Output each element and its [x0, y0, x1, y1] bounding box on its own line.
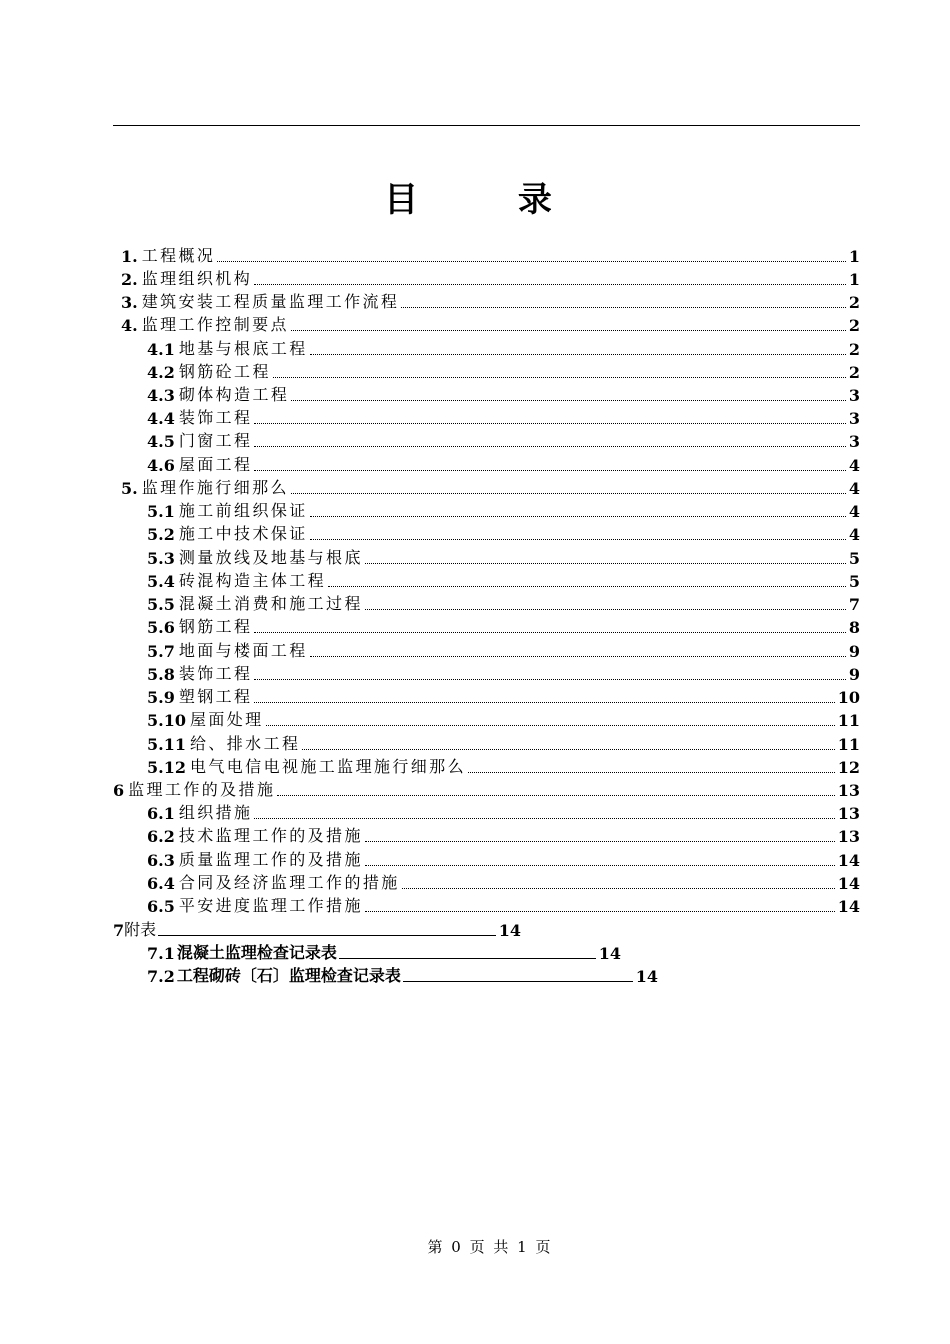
- toc-entry[interactable]: [147, 336, 860, 359]
- toc-entry-page: 12: [837, 758, 860, 777]
- toc-entry-title: 砌体构造工程: [178, 385, 290, 404]
- toc-leader: [291, 492, 846, 494]
- toc-entry[interactable]: [147, 800, 860, 823]
- toc-entry-title: 施工中技术保证: [178, 524, 308, 543]
- toc-leader: [310, 515, 846, 517]
- toc-entry-title: 砖混构造主体工程: [178, 571, 327, 590]
- toc-entry-number: 4.3: [147, 386, 175, 405]
- toc-entry-title: 施工前组织保证: [178, 501, 308, 520]
- toc-entry-page: 5: [848, 549, 860, 568]
- toc-entry-title: 装饰工程: [178, 664, 253, 683]
- toc-entry-number: 4.: [121, 316, 138, 335]
- toc-entry-page: 2: [848, 316, 860, 335]
- toc-entry-page: 13: [837, 804, 860, 823]
- toc-entry-page: 3: [848, 386, 860, 405]
- toc-entry-number: 6.5: [147, 897, 175, 916]
- toc-entry-title: 建筑安装工程质量监理工作流程: [141, 292, 400, 311]
- toc-entry-number: 2.: [121, 270, 138, 289]
- toc-entry-title: 附表: [124, 920, 157, 939]
- toc-entry-page: 2: [848, 363, 860, 382]
- toc-leader: [254, 817, 834, 819]
- toc-leader: [365, 840, 835, 842]
- toc-entry-title: 监理工作的及措施: [128, 780, 276, 799]
- toc-entry-page: 13: [837, 827, 860, 846]
- toc-entry-page: 1: [848, 247, 860, 266]
- toc-entry-number: 6.2: [147, 827, 175, 846]
- toc-leader: [266, 724, 835, 726]
- toc-entry-title: 监理作施行细那么: [141, 478, 289, 497]
- toc-entry-number: 5.4: [147, 572, 175, 591]
- toc-entry-page: 5: [848, 572, 860, 591]
- toc-entry[interactable]: [147, 405, 860, 428]
- toc-entry-page: 14: [837, 851, 860, 870]
- toc-entry-number: 5.7: [147, 642, 175, 661]
- toc-leader: [365, 910, 835, 912]
- toc-leader: [468, 771, 835, 773]
- toc-leader: [277, 794, 834, 796]
- toc-entry-number: 6.4: [147, 874, 175, 893]
- toc-entry-number: 7: [113, 921, 125, 940]
- toc-entry-title: 监理工作控制要点: [141, 315, 289, 334]
- toc-entry-title: 工程砌砖〔石〕监理检查记录表: [176, 966, 401, 985]
- toc-entry-page: 1: [848, 270, 860, 289]
- toc-entry-page: 14: [598, 944, 621, 963]
- toc-entry[interactable]: [147, 545, 860, 568]
- page-title: 目 录: [384, 180, 596, 220]
- toc-entry-page: 3: [848, 432, 860, 451]
- toc-entry-page: 11: [837, 735, 860, 754]
- toc-entry-page: 7: [848, 595, 860, 614]
- toc-leader: [339, 957, 596, 959]
- toc-leader: [402, 887, 835, 889]
- toc-entry-title: 监理组织机构: [141, 269, 253, 288]
- toc-entry-title: 装饰工程: [178, 408, 253, 427]
- toc-leader: [310, 655, 846, 657]
- toc-entry-title: 门窗工程: [178, 431, 253, 450]
- toc-entry[interactable]: [147, 684, 860, 707]
- toc-entry[interactable]: [147, 870, 860, 893]
- toc-entry-page: 3: [848, 409, 860, 428]
- toc-leader: [403, 980, 633, 982]
- toc-entry-number: 5.3: [147, 549, 175, 568]
- toc-entry-page: 14: [635, 967, 658, 986]
- toc-entry-number: 4.1: [147, 340, 175, 359]
- toc-entry[interactable]: [147, 707, 860, 730]
- toc-leader: [310, 538, 846, 540]
- toc-entry[interactable]: [121, 289, 860, 312]
- toc-leader: [310, 353, 846, 355]
- toc-entry-number: 4.5: [147, 432, 175, 451]
- toc-entry-number: 4.6: [147, 456, 175, 475]
- toc-entry-title: 地面与楼面工程: [178, 641, 308, 660]
- toc-entry-title: 钢筋砼工程: [178, 362, 271, 381]
- toc-entry-page: 8: [848, 618, 860, 637]
- toc-entry-title: 给、排水工程: [189, 734, 301, 753]
- toc-entry[interactable]: [147, 359, 860, 382]
- toc-entry-number: 1.: [121, 247, 138, 266]
- toc-entry-title: 混凝土监理检查记录表: [176, 943, 337, 962]
- toc-entry[interactable]: [121, 475, 860, 498]
- toc-entry-number: 5.: [121, 479, 138, 498]
- toc-entry-number: 6.1: [147, 804, 175, 823]
- toc-entry[interactable]: [147, 638, 860, 661]
- toc-leader: [273, 376, 846, 378]
- toc-entry[interactable]: [147, 963, 658, 986]
- toc-entry-number: 5.5: [147, 595, 175, 614]
- toc-leader: [302, 748, 834, 750]
- toc-entry[interactable]: [147, 591, 860, 614]
- toc-entry[interactable]: [147, 731, 860, 754]
- toc-entry-number: 7.1: [147, 944, 175, 963]
- toc-leader: [217, 260, 846, 262]
- toc-leader: [328, 585, 846, 587]
- page-footer: 第 0 页 共 1 页: [427, 1238, 553, 1256]
- toc-entry-number: 5.10: [147, 711, 186, 730]
- toc-entry-title: 测量放线及地基与根底: [178, 548, 363, 567]
- toc-entry-title: 屋面处理: [189, 710, 264, 729]
- toc-entry-number: 5.8: [147, 665, 175, 684]
- toc-entry-page: 4: [848, 479, 860, 498]
- toc-entry-number: 5.6: [147, 618, 175, 637]
- toc-leader: [365, 864, 835, 866]
- toc-entry-page: 2: [848, 293, 860, 312]
- toc-entry[interactable]: [147, 452, 860, 475]
- toc-leader: [401, 306, 846, 308]
- toc-leader: [158, 934, 496, 936]
- toc-entry-page: 9: [848, 665, 860, 684]
- toc-entry-number: 6: [113, 781, 125, 800]
- toc-entry-title: 塑钢工程: [178, 687, 253, 706]
- toc-entry-title: 合同及经济监理工作的措施: [178, 873, 400, 892]
- toc-entry[interactable]: [113, 777, 860, 800]
- toc-entry[interactable]: [147, 498, 860, 521]
- toc-entry-number: 4.2: [147, 363, 175, 382]
- toc-entry-number: 5.9: [147, 688, 175, 707]
- toc-leader: [254, 422, 845, 424]
- toc-entry-number: 5.12: [147, 758, 186, 777]
- toc-entry[interactable]: [147, 940, 621, 963]
- toc-leader: [291, 329, 846, 331]
- toc-entry[interactable]: [147, 521, 860, 544]
- toc-entry[interactable]: [121, 266, 860, 289]
- toc-entry-title: 组织措施: [178, 803, 253, 822]
- toc-leader: [254, 283, 846, 285]
- toc-entry-title: 工程概况: [141, 246, 216, 265]
- toc-entry-number: 3.: [121, 293, 138, 312]
- toc-leader: [254, 445, 845, 447]
- toc-entry-title: 电气电信电视施工监理施行细那么: [189, 757, 466, 776]
- toc-entry-page: 9: [848, 642, 860, 661]
- toc-leader: [254, 469, 845, 471]
- toc-entry-title: 平安进度监理工作措施: [178, 896, 363, 915]
- toc-entry-page: 10: [837, 688, 860, 707]
- toc-leader: [365, 562, 846, 564]
- toc-entry-page: 11: [837, 711, 860, 730]
- toc-entry-page: 14: [837, 874, 860, 893]
- toc-entry-number: 6.3: [147, 851, 175, 870]
- toc-leader: [365, 608, 846, 610]
- toc-entry[interactable]: [147, 428, 860, 451]
- toc-entry-number: 5.1: [147, 502, 175, 521]
- toc-entry[interactable]: [121, 243, 860, 266]
- toc-entry-page: 4: [848, 502, 860, 521]
- toc-entry-page: 13: [837, 781, 860, 800]
- toc-entry-number: 5.2: [147, 525, 175, 544]
- toc-leader: [254, 631, 845, 633]
- toc-entry[interactable]: [147, 823, 860, 846]
- toc-entry-page: 4: [848, 525, 860, 544]
- toc-entry[interactable]: [147, 893, 860, 916]
- toc-entry[interactable]: [147, 568, 860, 591]
- toc-entry-title: 技术监理工作的及措施: [178, 826, 363, 845]
- toc-leader: [254, 678, 845, 680]
- toc-leader: [254, 701, 834, 703]
- toc-entry[interactable]: [147, 382, 860, 405]
- toc-entry-page: 14: [837, 897, 860, 916]
- toc-leader: [291, 399, 846, 401]
- toc-entry-number: 5.11: [147, 735, 186, 754]
- toc-entry[interactable]: [121, 312, 860, 335]
- toc-entry[interactable]: [147, 754, 860, 777]
- toc-entry-number: 4.4: [147, 409, 175, 428]
- toc-entry-page: 14: [498, 921, 521, 940]
- toc-entry[interactable]: [147, 661, 860, 684]
- toc-entry-title: 屋面工程: [178, 455, 253, 474]
- toc-entry[interactable]: [147, 614, 860, 637]
- toc-entry-number: 7.2: [147, 967, 175, 986]
- toc-entry[interactable]: [113, 917, 521, 940]
- toc-entry-title: 混凝土消费和施工过程: [178, 594, 363, 613]
- toc-entry-page: 2: [848, 340, 860, 359]
- toc-entry-title: 质量监理工作的及措施: [178, 850, 363, 869]
- toc-entry-page: 4: [848, 456, 860, 475]
- toc-entry-title: 地基与根底工程: [178, 339, 308, 358]
- toc-entry[interactable]: [147, 847, 860, 870]
- toc-entry-title: 钢筋工程: [178, 617, 253, 636]
